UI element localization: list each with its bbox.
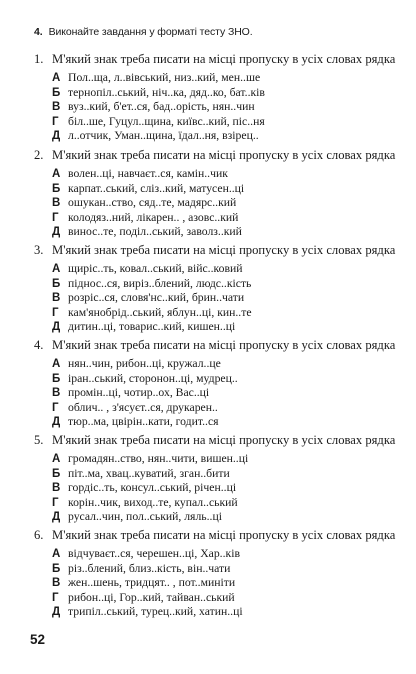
option-list [52, 547, 406, 620]
option-letter: А [52, 453, 61, 465]
task-instruction: Виконайте завдання у форматі тесту ЗНО. [48, 26, 253, 38]
option-item [52, 115, 406, 130]
option-list [52, 262, 406, 335]
option-item [52, 576, 406, 591]
option-letter: Д [52, 130, 61, 142]
option-letter: Д [52, 511, 61, 523]
question-stem [34, 338, 406, 353]
option-letter: Г [52, 496, 59, 509]
option-letter: А [52, 263, 61, 275]
question-stem [34, 52, 406, 67]
option-list [52, 71, 406, 144]
option-text: рибон..ці, Гор..кий, тайван..ський [68, 590, 235, 604]
task-header [34, 26, 253, 38]
option-item [52, 481, 406, 496]
option-letter: В [52, 292, 61, 304]
option-letter: А [52, 358, 61, 370]
question-number: 1. [34, 52, 44, 66]
option-item [52, 291, 406, 306]
option-letter: А [52, 548, 61, 560]
option-letter: В [52, 387, 61, 399]
option-text: волен..ці, навчаєт..ся, камін..чик [68, 167, 228, 180]
option-letter: Г [52, 306, 59, 319]
question-stem [34, 528, 406, 543]
option-item [52, 196, 406, 211]
question-number: 4. [34, 338, 44, 352]
option-item [52, 320, 406, 335]
question-stem [34, 243, 406, 258]
option-letter: В [52, 482, 61, 494]
option-text: біл..ше, Гуцул..щина, київс..кий, піс..ня [68, 114, 265, 128]
option-text: іран..ський, сторонон..ці, мудрец.. [68, 371, 238, 385]
option-letter: Г [52, 115, 59, 128]
option-item [52, 510, 406, 525]
option-item [52, 372, 406, 387]
option-text: промін..ці, чотир..ох, Вас..ці [68, 386, 210, 399]
option-text: винос..те, поділ..ський, заволз..кий [68, 225, 242, 238]
option-text: гордіс..ть, консул..ський, річен..ці [68, 481, 237, 494]
option-list [52, 357, 406, 430]
option-item [52, 100, 406, 115]
question-block [34, 52, 406, 144]
question-text: М'який знак треба писати на місці пропуску в усіх словах рядка [52, 338, 396, 352]
option-letter: Б [52, 372, 61, 385]
question-number: 2. [34, 148, 44, 162]
option-letter: Д [52, 606, 61, 618]
option-letter: Б [52, 182, 61, 195]
question-text: М'який знак треба писати на місці пропуску в усіх словах рядка [52, 528, 396, 542]
option-list [52, 452, 406, 525]
question-text: М'який знак треба писати на місці пропуску в усіх словах рядка [52, 148, 396, 162]
option-list [52, 167, 406, 240]
option-item [52, 129, 406, 144]
question-text: М'який знак треба писати на місці пропуску в усіх словах рядка [52, 243, 396, 257]
question-block [34, 243, 406, 335]
question-text: М'який знак треба писати на місці пропуску в усіх словах рядка [52, 433, 396, 447]
option-letter: Б [52, 277, 61, 290]
option-text: жен..шень, тридцят.. , пот..миніти [68, 576, 236, 589]
option-text: громадян..ство, нян..чити, вишен..ці [68, 452, 249, 465]
option-text: дитин..ці, товарис..кий, кишен..ці [68, 320, 236, 333]
question-block [34, 528, 406, 620]
option-item [52, 182, 406, 197]
option-text: піт..ма, хвац..куватий, зган..бити [68, 466, 230, 480]
option-item [52, 277, 406, 292]
option-text: вуз..кий, б'ет..ся, бад..орість, нян..чин [68, 100, 255, 113]
option-item [52, 357, 406, 372]
option-text: тюр..ма, цвірін..кати, годит..ся [68, 415, 219, 428]
question-stem [34, 148, 406, 163]
option-letter: Г [52, 401, 59, 414]
option-item [52, 401, 406, 416]
option-letter: Д [52, 416, 61, 428]
option-letter: Б [52, 86, 61, 99]
option-item [52, 225, 406, 240]
option-text: карпат..ський, сліз..кий, матусен..ці [68, 181, 245, 195]
task-number: 4. [34, 26, 43, 38]
page-number: 52 [30, 632, 46, 647]
option-item [52, 262, 406, 277]
option-item [52, 386, 406, 401]
option-item [52, 167, 406, 182]
option-letter: В [52, 577, 61, 589]
option-letter: В [52, 197, 61, 209]
option-letter: Б [52, 467, 61, 480]
option-item [52, 71, 406, 86]
option-text: піднос..ся, виріз..блений, людс..кість [68, 276, 252, 290]
question-stem [34, 433, 406, 448]
option-text: різ..блений, близ..кість, він..чати [68, 561, 231, 575]
option-letter: Б [52, 562, 61, 575]
option-text: тернопіл..ський, ніч..ка, дяд..ко, бат..ків [68, 85, 265, 99]
question-text: М'який знак треба писати на місці пропуску в усіх словах рядка [52, 52, 396, 66]
option-item [52, 562, 406, 577]
option-text: трипіл..ський, турец..кий, хатин..ці [68, 605, 243, 618]
question-block [34, 148, 406, 240]
question-number: 3. [34, 243, 44, 257]
option-item [52, 86, 406, 101]
option-letter: А [52, 72, 61, 84]
option-item [52, 467, 406, 482]
option-item [52, 496, 406, 511]
option-item [52, 306, 406, 321]
option-text: ошукан..ство, сяд..те, мадярс..кий [68, 196, 237, 209]
option-letter: Г [52, 591, 59, 604]
option-text: колодяз..ний, лікарен.. , азовс..кий [68, 210, 239, 224]
option-item [52, 547, 406, 562]
option-letter: А [52, 168, 61, 180]
option-item [52, 415, 406, 430]
option-text: відчуваєт..ся, черешен..ці, Хар..ків [68, 547, 240, 560]
option-text: кам'янобрід..ський, яблун..ці, кин..те [68, 305, 252, 319]
option-text: щиріс..ть, ковал..ський, війс..ковий [68, 262, 243, 275]
question-block [34, 433, 406, 525]
option-text: русал..чин, пол..ський, ляль..ці [68, 510, 222, 523]
question-number: 5. [34, 433, 44, 447]
option-text: Пол..ща, л..вівський, низ..кий, мен..ше [68, 71, 261, 84]
option-letter: Д [52, 226, 61, 238]
option-item [52, 605, 406, 620]
option-item [52, 452, 406, 467]
option-letter: Д [52, 321, 61, 333]
option-text: корін..чик, виход..те, купал..ський [68, 495, 238, 509]
question-block [34, 338, 406, 430]
option-text: розріс..ся, словя'нс..кий, брин..чати [68, 291, 245, 304]
option-text: облич.. , з'ясуєт..ся, друкарен.. [68, 400, 218, 414]
option-text: л..отчик, Уман..щина, їдал..ня, взірец.. [68, 129, 259, 142]
question-number: 6. [34, 528, 44, 542]
option-item [52, 591, 406, 606]
option-letter: В [52, 101, 61, 113]
option-item [52, 211, 406, 226]
option-letter: Г [52, 211, 59, 224]
option-text: нян..чин, рибон..ці, кружал..це [68, 357, 221, 370]
